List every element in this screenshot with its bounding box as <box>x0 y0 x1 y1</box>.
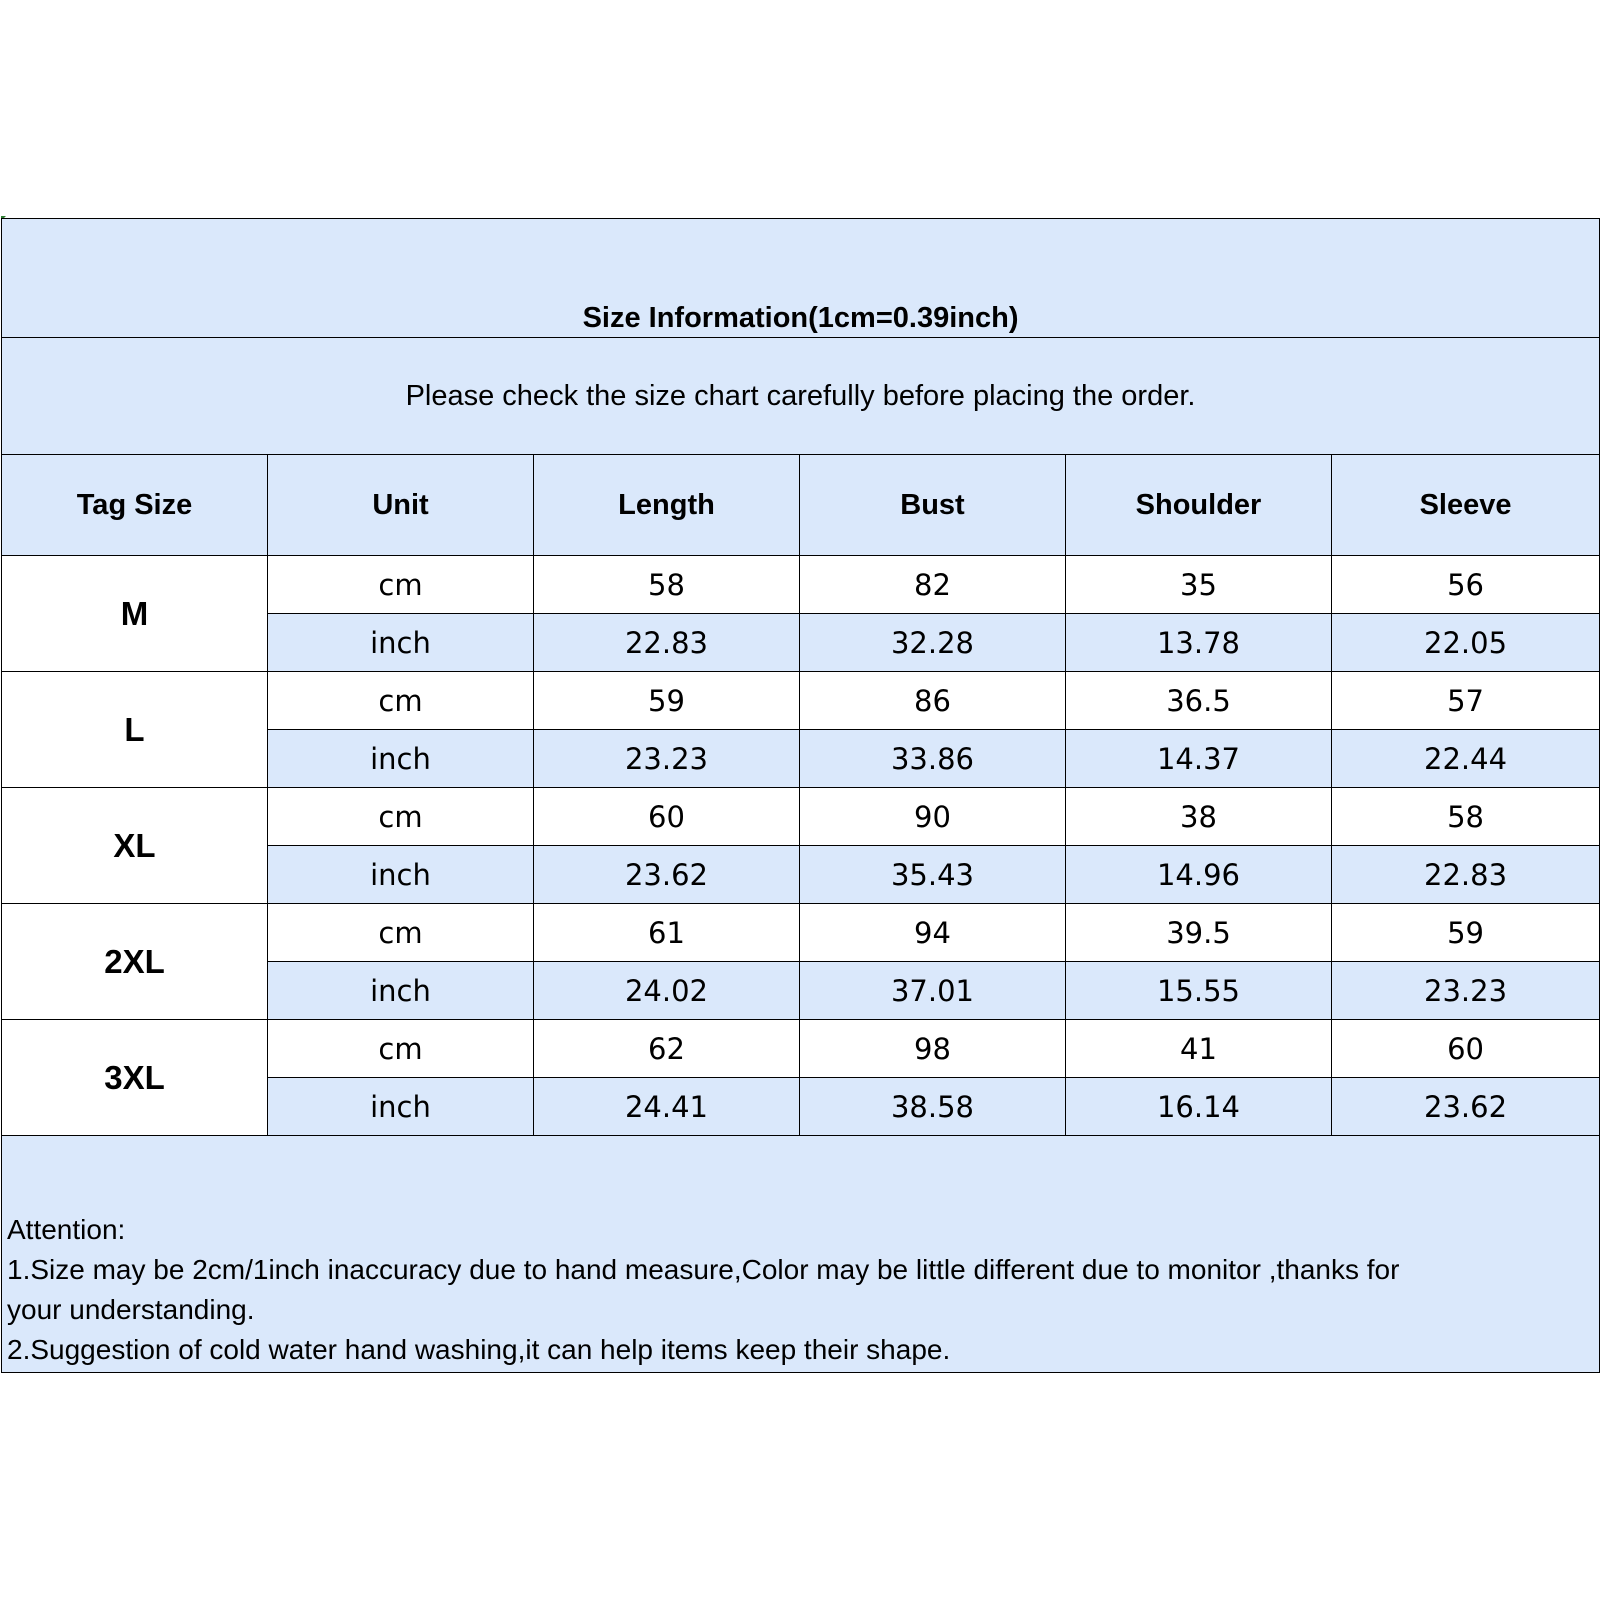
shoulder-cell: 38 <box>1066 788 1332 846</box>
column-header-sleeve: Sleeve <box>1332 455 1600 556</box>
sleeve-cell: 59 <box>1332 904 1600 962</box>
unit-cell: inch <box>268 846 534 904</box>
attention-notes <box>2 1136 1600 1373</box>
unit-cell: cm <box>268 1020 534 1078</box>
note-line-1-continued: your understanding. <box>7 1294 255 1325</box>
tag-size-cell: M <box>2 556 268 672</box>
unit-cell: inch <box>268 730 534 788</box>
length-cell: 22.83 <box>534 614 800 672</box>
bust-cell: 82 <box>800 556 1066 614</box>
bust-cell: 32.28 <box>800 614 1066 672</box>
sleeve-cell: 23.62 <box>1332 1078 1600 1136</box>
column-header-unit: Unit <box>268 455 534 556</box>
table-row-cm <box>2 904 1600 962</box>
shoulder-cell: 41 <box>1066 1020 1332 1078</box>
tag-size-cell: 2XL <box>2 904 268 1020</box>
length-cell: 23.62 <box>534 846 800 904</box>
unit-cell: cm <box>268 904 534 962</box>
shoulder-cell: 39.5 <box>1066 904 1332 962</box>
table-row-cm <box>2 672 1600 730</box>
sleeve-cell: 60 <box>1332 1020 1600 1078</box>
column-header-tag-size: Tag Size <box>2 455 268 556</box>
shoulder-cell: 16.14 <box>1066 1078 1332 1136</box>
unit-cell: cm <box>268 556 534 614</box>
sleeve-cell: 23.23 <box>1332 962 1600 1020</box>
sleeve-cell: 56 <box>1332 556 1600 614</box>
note-line-1: 1.Size may be 2cm/1inch inaccuracy due to hand measure,Color may be little different due to monitor ,thanks for <box>7 1254 1400 1285</box>
column-header-shoulder: Shoulder <box>1066 455 1332 556</box>
length-cell: 59 <box>534 672 800 730</box>
length-cell: 24.02 <box>534 962 800 1020</box>
bust-cell: 98 <box>800 1020 1066 1078</box>
unit-cell: inch <box>268 962 534 1020</box>
unit-cell: cm <box>268 788 534 846</box>
note-line-2: 2.Suggestion of cold water hand washing,it can help items keep their shape. <box>7 1334 951 1365</box>
header-row <box>2 455 1600 556</box>
length-cell: 58 <box>534 556 800 614</box>
bust-cell: 35.43 <box>800 846 1066 904</box>
size-chart-title: Size Information(1cm=0.39inch) <box>2 219 1600 338</box>
bust-cell: 33.86 <box>800 730 1066 788</box>
tag-size-cell: XL <box>2 788 268 904</box>
unit-cell: inch <box>268 1078 534 1136</box>
shoulder-cell: 14.37 <box>1066 730 1332 788</box>
table-row-cm <box>2 788 1600 846</box>
shoulder-cell: 35 <box>1066 556 1332 614</box>
length-cell: 23.23 <box>534 730 800 788</box>
bust-cell: 37.01 <box>800 962 1066 1020</box>
length-cell: 62 <box>534 1020 800 1078</box>
length-cell: 61 <box>534 904 800 962</box>
bust-cell: 38.58 <box>800 1078 1066 1136</box>
bust-cell: 90 <box>800 788 1066 846</box>
column-header-length: Length <box>534 455 800 556</box>
bust-cell: 86 <box>800 672 1066 730</box>
subtitle-row <box>2 338 1600 455</box>
shoulder-cell: 36.5 <box>1066 672 1332 730</box>
bust-cell: 94 <box>800 904 1066 962</box>
title-row <box>2 219 1600 338</box>
notes-row <box>2 1136 1600 1373</box>
length-cell: 24.41 <box>534 1078 800 1136</box>
table-row-cm <box>2 556 1600 614</box>
table-row-cm <box>2 1020 1600 1078</box>
sleeve-cell: 58 <box>1332 788 1600 846</box>
unit-cell: inch <box>268 614 534 672</box>
shoulder-cell: 15.55 <box>1066 962 1332 1020</box>
sleeve-cell: 22.83 <box>1332 846 1600 904</box>
length-cell: 60 <box>534 788 800 846</box>
size-chart-table <box>1 218 1600 1373</box>
sleeve-cell: 22.05 <box>1332 614 1600 672</box>
attention-heading: Attention: <box>7 1214 126 1245</box>
sleeve-cell: 57 <box>1332 672 1600 730</box>
size-chart-instruction: Please check the size chart carefully before placing the order. <box>2 338 1600 455</box>
sleeve-cell: 22.44 <box>1332 730 1600 788</box>
column-header-bust: Bust <box>800 455 1066 556</box>
shoulder-cell: 13.78 <box>1066 614 1332 672</box>
tag-size-cell: L <box>2 672 268 788</box>
shoulder-cell: 14.96 <box>1066 846 1332 904</box>
unit-cell: cm <box>268 672 534 730</box>
tag-size-cell: 3XL <box>2 1020 268 1136</box>
